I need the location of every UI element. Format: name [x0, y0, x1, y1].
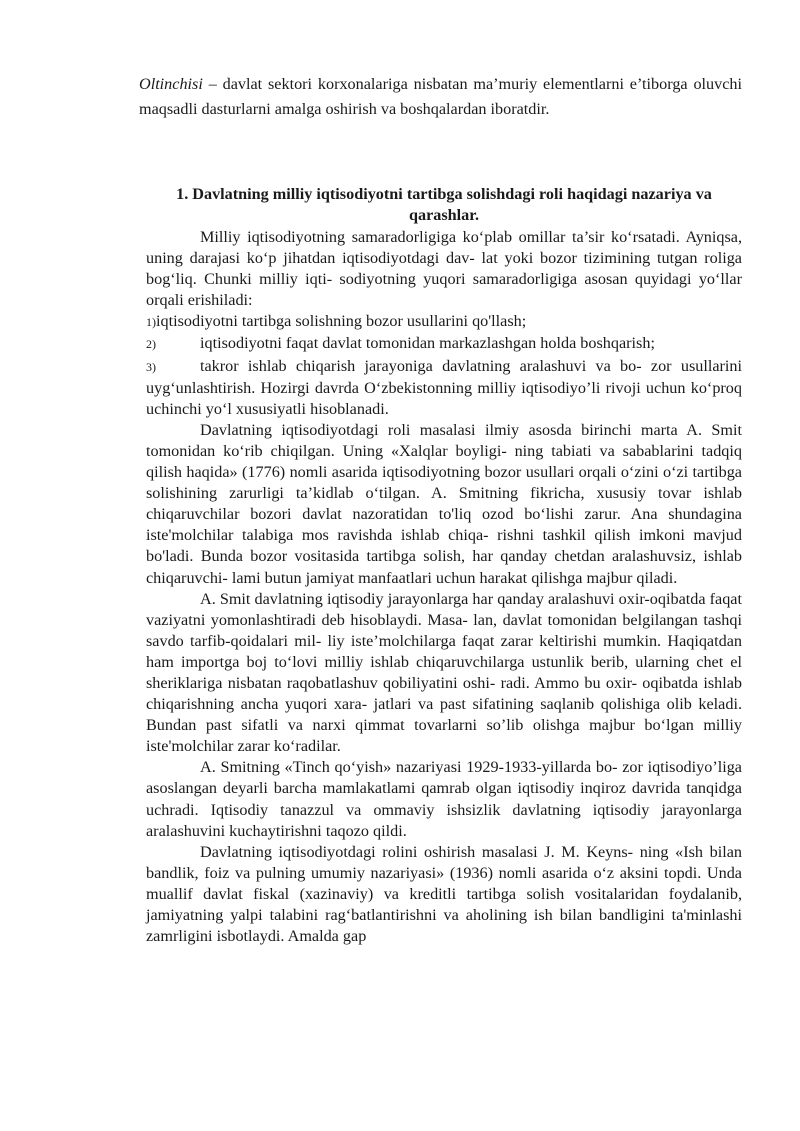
paragraph-1: Milliy iqtisodiyotning samaradorligiga ko‘plab omillar ta’sir ko‘rsatadi. Ayniqsa, uning darajasi ko‘p jihatdan iqtisodiyotdagi dav- lat yoki bozor tizimining tutgan roliga bog‘liq. Chunki milliy iqti- sodiyotning yuqori samaradorligiga asosan quyidagi yo‘llar orqali erishiladi:: [146, 228, 742, 310]
intro-paragraph: [139, 72, 742, 121]
paragraph-3: A. Smit davlatning iqtisodiy jarayonlarga har qanday aralashuvi oxir-oqibatda faqat vaziyatni yomonlashtiradi deb hisoblaydi. Masa- lan, davlat tomonidan belgilangan tashqi savdo tarfib-qoidalari mil- liy iste’molchilarga faqat zarar keltirishi mumkin. Haqiqatdan ham importga boj to‘lovi milliy ishlab chiqaruvchilarga ustunlik berib, ularning chet el sheriklariga nisbatan raqobatlashuv qobiliyatini oshi- radi. Ammo bu oxir- oqibatda ishlab chiqarishning ancha yuqori xara- jatlari va past sifatining saqlanib qolishiga olib keladi. Bundan past sifatli va narxi qimmat tovarlarni so’lib olishga majbur bo‘lgan milliy iste'molchilar zarar ko‘radilar.: [146, 589, 742, 756]
paragraph-2: Davlatning iqtisodiyotdagi roli masalasi ilmiy asosda birinchi marta A. Smit tomonidan ko‘rib chiqilgan. Uning «Xalqlar boyligi- ning tabiati va sabablarini tadqiq qilish haqida» (1776) nomli asarida iqtisodiyotning bozor usullari orqali o‘zini o‘zi tartibga solishining zarurligi ta’kidlab o‘tilgan. A. Smitning fikricha, xususiy tovar ishlab chiqaruvchilar bozori davlat nazoratidan to'liq ozod bo‘lishi zarur. Ana shundagina iste'molchilar talabiga mos ravishda ishlab chiqa- rishni tashkil qilish imkoni mavjud bo'ladi. Bunda bozor vositasida tartibga solish, har qanday chetdan aralashuvsiz, ishlab chiqaruvchi- lami butun jamiyat manfaatlari uchun harakat qilishga majbur qiladi.: [146, 420, 742, 587]
list-item-text: iqtisodiyotni tartibga solishning bozor usullarini qo'llash;: [156, 312, 527, 331]
list-item-text: iqtisodiyotni faqat davlat tomonidan markazlashgan holda boshqarish;: [200, 334, 655, 353]
paragraph-4: A. Smitning «Tinch qo‘yish» nazariyasi 1929-1933-yillarda bo- zor iqtisodiyo’liga asoslangan deyarli barcha mamlakatlami qamrab olgan iqtisodiy inqiroz davrida tanqidga uchradi. Iqtisodiy tanazzul va ommaviy ishsizlik davlatning iqtisodiy jarayonlarga aralashuvini kuchaytirishni taqozo qildi.: [146, 758, 742, 840]
section-heading: 1. Davlatning milliy iqtisodiyotni tartibga solishdagi roli haqidagi nazariya va qarashlar.: [176, 185, 712, 224]
list-item-number: 1): [146, 315, 156, 330]
intro-text: – davlat sektori korxonalariga nisbatan ma’muriy elementlarni e’tiborga oluvchi maqsadli dasturlarni amalga oshirish va boshqalardan iboratdir.: [139, 75, 742, 118]
list-item-number: 3): [146, 359, 156, 374]
list-item-2: [146, 333, 742, 355]
intro-lead-word: Oltinchisi: [139, 75, 203, 93]
list-item-text: takror ishlab chiqarish jarayoniga davlatning aralashuvi va bo- zor usullarini uyg‘unlashtirish. Hozirgi davrda O‘zbekistonning milliy iqtisodiyo’li rivoji uchun ko‘proq uchinchi yo‘l xususiyatli hisoblanadi.: [146, 356, 742, 418]
list-item-3: [146, 356, 742, 420]
section-body: [146, 227, 742, 947]
list-item-1: [146, 311, 742, 333]
list-item-number: 2): [146, 337, 156, 352]
paragraph-5: Davlatning iqtisodiyotdagi rolini oshirish masalasi J. M. Keyns- ning «Ish bilan bandlik, foiz va pulning umumiy nazariyasi» (1936) nomli asarida o‘z aksini topdi. Unda muallif davlat fiskal (xazinaviy) va kreditli tartibga solish vositalaridan foydalanib, jamiyatning yalpi talabini rag‘batlantirishni va aholining ish bilan bandligini ta'minlashi zamrligini isbotlaydi. Amalda gap: [146, 842, 742, 946]
